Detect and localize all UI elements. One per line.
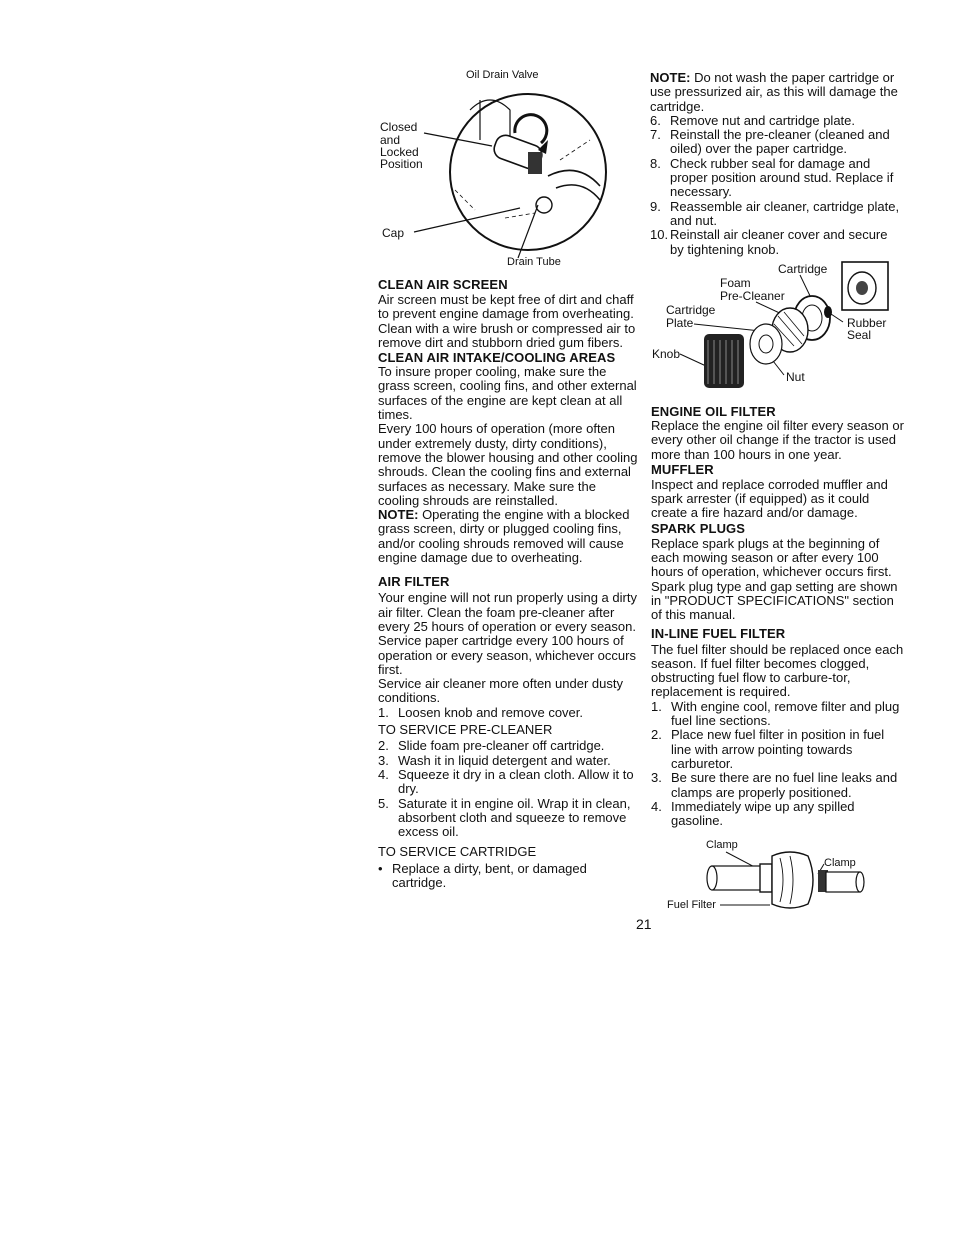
fuel-filter-body: The fuel filter should be replaced once each season. If fuel filter becomes clogged, obstructing fuel flow to carbure-tor, replacement is required.: [651, 641, 904, 700]
cartridge-plate-label-1: Cartridge: [666, 303, 716, 317]
cooling-p2: Every 100 hours of operation (more often under extremely dusty, dirty conditions), remove the blower housing and other cooling shrouds. Clean the cooling fins and external surfaces as necessary. Make sure the cooling shrouds are reinstalled.: [378, 421, 638, 508]
drain-tube-label: Drain Tube: [507, 256, 561, 268]
note-label: NOTE:: [650, 70, 691, 85]
fig-title: Oil Drain Valve: [466, 69, 539, 81]
closed-label-3: Locked: [380, 145, 419, 159]
list-item: 3. Be sure there are no fuel line leaks and clamps are properly positioned.: [651, 770, 898, 800]
clean-air-screen-body: Air screen must be kept free of dirt and chaff to prevent engine damage from overheating. Clean with a wire brush or compressed air to remove dirt and stubborn dried gum fibers.: [378, 292, 636, 350]
list-item: 6. Remove nut and cartridge plate.: [650, 112, 855, 128]
spark-plugs-body: Replace spark plugs at the beginning of each mowing season or after every 100 hours of operation, whichever occurs first. Spark plug type and gap setting are shown in "PRODUCT SPECIFICATIONS" section of this manual.: [651, 535, 898, 623]
list-item: 8. Check rubber seal for damage and proper position around stud. Replace if necessary.: [650, 155, 894, 200]
list-item: 1. With engine cool, remove filter and plug fuel line sections.: [651, 698, 900, 729]
list-item: 5. Saturate it in engine oil. Wrap it in clean, absorbent cloth and squeeze to remove excess oil.: [378, 795, 631, 840]
list-item: • Replace a dirty, bent, or damaged cartridge.: [378, 860, 587, 890]
oil-filter-heading: ENGINE OIL FILTER: [651, 404, 776, 419]
air-filter-p1: Your engine will not run properly using a dirty air filter. Clean the foam pre-cleaner after every 25 hours of operation or every season. Service paper cartridge every 100 hours of operation or every season, whichever occurs first.: [378, 590, 637, 677]
oil-filter-body: Replace the engine oil filter every season or every other oil change if the tractor is used more than 100 hours in one year.: [651, 418, 904, 462]
closed-label-4: Position: [380, 157, 423, 171]
list-item: 10. Reinstall air cleaner cover and secure by tightening knob.: [650, 227, 888, 257]
closed-label-2: and: [380, 133, 401, 147]
note-label: NOTE:: [378, 507, 419, 523]
list-item: 3. Wash it in liquid detergent and water.: [378, 752, 611, 768]
list-item: 9. Reassemble air cleaner, cartridge plate, and nut.: [650, 198, 900, 228]
list-item: 2. Slide foam pre-cleaner off cartridge.: [378, 738, 605, 754]
nut-label: Nut: [786, 370, 805, 384]
knob-label: Knob: [652, 347, 681, 361]
list-item: 4. Squeeze it dry in a clean cloth. Allow it to dry.: [378, 766, 634, 797]
clamp-label-2: Clamp: [824, 857, 856, 869]
list-item: 7. Reinstall the pre-cleaner (cleaned and oiled) over the paper cartridge.: [650, 127, 890, 157]
cooling-p1: To insure proper cooling, make sure the grass screen, cooling fins, and other external surfaces of the engine are kept clean at all times.: [378, 364, 637, 423]
page-number: 21: [636, 916, 652, 932]
fuel-filter-label: Fuel Filter: [667, 899, 716, 911]
fuel-filter-heading: IN-LINE FUEL FILTER: [651, 625, 786, 641]
spark-plugs-heading: SPARK PLUGS: [651, 520, 746, 536]
cartridge-label: Cartridge: [778, 262, 828, 276]
air-filter-heading: AIR FILTER: [378, 574, 450, 590]
closed-label-1: Closed: [380, 120, 418, 134]
clamp-label-1: Clamp: [706, 839, 738, 851]
note-text: Operating the engine with a blocked grass screen, dirty or plugged cooling fins, and/or cooling shrouds removed will cause engine damage due to overheating.: [378, 507, 630, 566]
cartridge-plate-label-2: Plate: [666, 316, 694, 330]
list-item: 4. Immediately wipe up any spilled gasoline.: [651, 798, 855, 829]
muffler-body: Inspect and replace corroded muffler and spark arrester (if equipped) as it could create a fire hazard and/or damage.: [651, 476, 888, 521]
list-item: 2. Place new fuel filter in position in fuel line with arrow pointing towards carburetor.: [651, 727, 885, 771]
rubber-label: Rubber: [847, 316, 887, 330]
precleaner-label: Pre-Cleaner: [720, 289, 785, 303]
muffler-heading: MUFFLER: [651, 461, 714, 477]
list-item: 1. Loosen knob and remove cover.: [378, 704, 584, 720]
clean-air-screen-heading: CLEAN AIR SCREEN: [378, 277, 508, 292]
pre-cleaner-heading: TO SERVICE PRE-CLEANER: [378, 722, 553, 738]
cap-label: Cap: [382, 226, 405, 240]
note-text: Do not wash the paper cartridge or use pressurized air, as this will damage the cartridge.: [650, 70, 898, 114]
cartridge-heading: TO SERVICE CARTRIDGE: [378, 844, 537, 860]
air-filter-p2: Service air cleaner more often under dusty conditions.: [378, 676, 623, 706]
cooling-heading: CLEAN AIR INTAKE/COOLING AREAS: [378, 350, 616, 366]
foam-label: Foam: [720, 276, 751, 290]
seal-label: Seal: [847, 328, 872, 342]
